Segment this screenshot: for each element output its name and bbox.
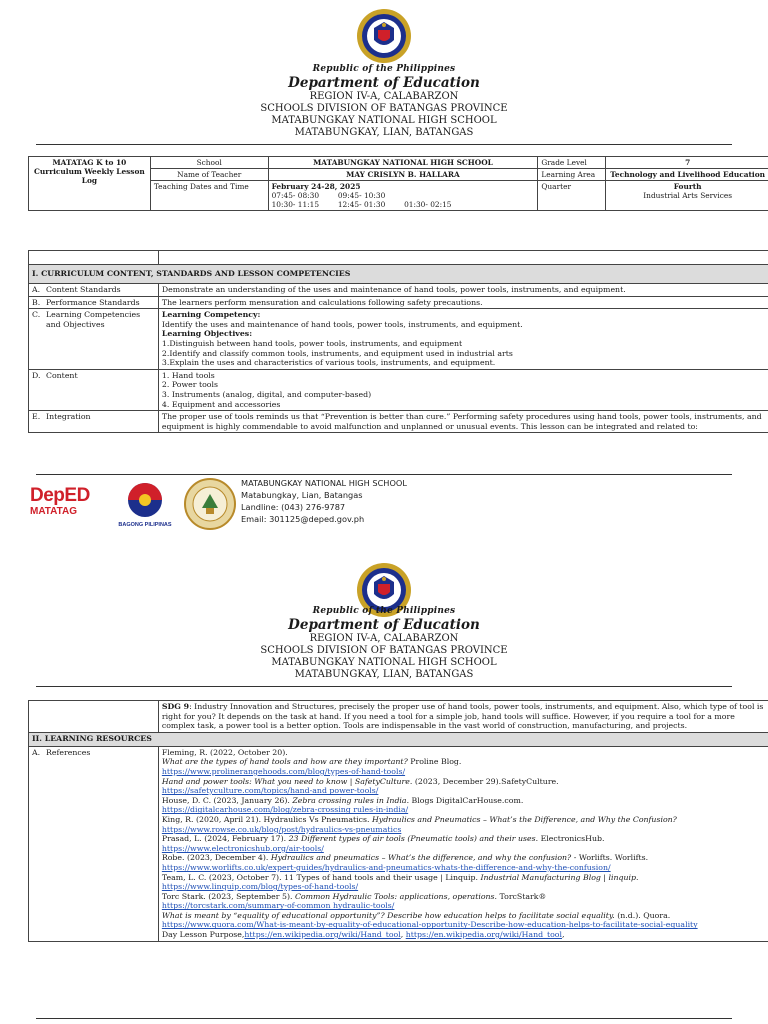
reference-link-line — [162, 805, 766, 815]
references-label: References — [46, 747, 91, 757]
address-line: MATABUNGKAY, LIAN, BATANGAS — [294, 127, 474, 138]
blank-row — [29, 251, 768, 265]
footer-contact — [241, 477, 407, 525]
quarter-value: Fourth — [673, 182, 702, 191]
footer-address: Matabungkay, Lian, Batangas — [241, 490, 363, 500]
objectives-heading: Learning Objectives: — [161, 329, 253, 339]
area-label: Learning Area — [538, 169, 606, 181]
log-title: MATATAG K to 10 Curriculum Weekly Lesson Log — [29, 157, 151, 211]
citation-title: Zebra crossing rules in India. — [292, 795, 410, 805]
department-title: Department of Education — [288, 75, 480, 91]
dates-cell — [268, 181, 538, 211]
school-label: School — [150, 157, 268, 169]
division-line: SCHOOLS DIVISION OF BATANGAS PROVINCE — [260, 645, 508, 656]
bagong-pilipinas-logo — [112, 482, 178, 528]
citation-text: Team, L. C. (2023, October 7). 11 Types of hand tools and their usage | Linquip. — [161, 872, 481, 882]
teacher-label: Name of Teacher — [150, 169, 268, 181]
b-key: B. — [32, 297, 41, 307]
header-divider — [36, 686, 732, 687]
line-end: , — [562, 930, 565, 940]
sdg-cell — [158, 701, 768, 733]
reference-link[interactable]: https://www.rowse.co.uk/blog/post/hydraulics-vs-pneumatics — [161, 824, 402, 834]
footer-divider — [36, 474, 732, 475]
resources-table — [28, 700, 768, 942]
deped-matatag-logo — [30, 486, 100, 526]
sdg-heading: SDG 9 — [161, 702, 190, 711]
citation-source: - Worlifts. Worlifts. — [571, 853, 649, 863]
citation-title: Hydraulics and pneumatics – What’s the difference, and why the confusion? — [270, 853, 572, 863]
school-line: MATABUNGKAY NATIONAL HIGH SCHOOL — [271, 657, 497, 668]
reference-citation — [162, 757, 766, 767]
republic-text: Republic of the Philippines — [312, 64, 456, 74]
address-line: MATABUNGKAY, LIAN, BATANGAS — [294, 669, 474, 680]
content-row — [29, 369, 768, 410]
day-purpose-text: Day Lesson Purpose, — [161, 930, 245, 940]
content-item: 3. Instruments (analog, digital, and computer-based) — [161, 389, 372, 399]
citation-text: King, R. (2020, April 21). Hydraulics Vs Pneumatics. — [161, 814, 372, 824]
letterhead — [0, 606, 768, 681]
content-item: 4. Equipment and accessories — [161, 399, 281, 409]
citation-source: ElectronicsHub. — [538, 834, 605, 844]
dates-value: February 24-28, 2025 — [271, 182, 361, 191]
page-two — [0, 560, 768, 1024]
reference-citation — [162, 834, 766, 844]
deped-seal-icon — [356, 8, 412, 64]
footer-school: MATABUNGKAY NATIONAL HIGH SCHOOL — [241, 478, 407, 488]
wiki-link[interactable]: https://en.wikipedia.org/wiki/Hand_tool — [244, 930, 401, 940]
reference-link-line — [162, 825, 766, 835]
region-line: REGION IV-A, CALABARZON — [309, 633, 459, 644]
footer-divider — [36, 1018, 732, 1019]
citation-title: What is meant by “equality of educational opportunity”? Describe how education helps to facilitate social equality. — [161, 910, 615, 920]
times-row-two: 10:30- 11:15 12:45- 01:30 01:30- 02:15 — [271, 200, 452, 209]
content-standards-row — [29, 284, 768, 297]
page-footer — [0, 474, 768, 560]
citation-title: What are the types of hand tools and how are they important? — [161, 757, 408, 767]
dates-label: Teaching Dates and Time — [150, 181, 268, 211]
citation-source: Blogs DigitalCarHouse.com. — [409, 795, 524, 805]
grade-label: Grade Level — [538, 157, 606, 169]
content-standards-text: Demonstrate an understanding of the uses and maintenance of hand tools, power tools, instruments, and equipment. — [158, 284, 768, 297]
deped-logo-text: DepED — [30, 485, 90, 506]
grade-value: 7 — [606, 157, 768, 169]
reference-link-line — [162, 863, 766, 873]
school-line: MATABUNGKAY NATIONAL HIGH SCHOOL — [271, 115, 497, 126]
e-key: E. — [32, 412, 41, 422]
content-item: 2. Power tools — [161, 380, 218, 390]
citation-title: Industrial Manufacturing Blog | linquip. — [480, 872, 639, 882]
section-one-title: I. CURRICULUM CONTENT, STANDARDS AND LESSON COMPETENCIES — [29, 265, 768, 284]
citation-text: Robe. (2023, December 4). — [161, 853, 271, 863]
competencies-row — [29, 309, 768, 370]
reference-citation — [162, 853, 766, 863]
school-value: MATABUNGKAY NATIONAL HIGH SCHOOL — [268, 157, 538, 169]
quarter-label: Quarter — [538, 181, 606, 211]
content-standards-label: Content Standards — [46, 285, 121, 294]
footer-landline: Landline: (043) 276-9787 — [241, 502, 346, 512]
citation-source: (2023, December 29).SafetyCulture. — [412, 776, 559, 786]
reference-list — [162, 748, 766, 930]
reference-link[interactable]: https://www.linquip.com/blog/types-of-hand-tools/ — [161, 882, 359, 892]
quarter-subtitle: Industrial Arts Services — [643, 191, 733, 200]
lesson-info-table — [28, 156, 768, 211]
header-divider — [36, 144, 732, 145]
competencies-cell — [158, 309, 768, 370]
reference-citation — [162, 748, 766, 758]
citation-title: Hand and power tools: What you need to know | SafetyCulture. — [161, 776, 413, 786]
performance-standards-text: The learners perform mensuration and calculations following safety precautions. — [158, 296, 768, 309]
references-cell — [158, 746, 768, 941]
reference-link-line — [162, 882, 766, 892]
section-one-row — [29, 265, 768, 284]
content-item: 1. Hand tools — [161, 370, 215, 380]
letterhead — [0, 64, 768, 139]
content-label: Content — [46, 370, 78, 380]
department-title: Department of Education — [288, 617, 480, 633]
section-two-title: II. LEARNING RESOURCES — [29, 732, 768, 746]
reference-link-line — [162, 844, 766, 854]
reference-link[interactable]: https://www.worlifts.co.uk/expert-guides/hydraulics-and-pneumatics-whats-the-difference-and-why-the-confusion/ — [161, 862, 611, 872]
bagong-pilipinas-text: BAGONG PILIPINAS — [118, 522, 172, 528]
reference-link-line — [162, 786, 766, 796]
competencies-label: Learning Competencies and Objectives — [46, 310, 141, 329]
times-row-one: 07:45- 08:30 09:45- 10:30 — [271, 191, 386, 200]
integration-row — [29, 411, 768, 433]
citation-title: 23 Different types of air tools (Pneumatic tools) and their uses. — [288, 834, 539, 844]
competency-heading: Learning Competency: — [161, 310, 261, 320]
citation-text: Prasad, L. (2024, February 17). — [161, 834, 289, 844]
teacher-value: MAY CRISLYN B. HALLARA — [268, 169, 538, 181]
republic-text: Republic of the Philippines — [312, 606, 456, 616]
region-line: REGION IV-A, CALABARZON — [309, 91, 459, 102]
wiki-link[interactable]: https://en.wikipedia.org/wiki/Hand_tool — [405, 930, 562, 940]
footer-email: Email: 301125@deped.gov.ph — [241, 514, 365, 524]
ref-key: A. — [32, 747, 41, 757]
citation-source: (n.d.). Quora. — [614, 910, 671, 920]
matatag-logo-text: MATATAG — [30, 506, 78, 517]
a-key: A. — [32, 285, 41, 294]
reference-citation — [162, 777, 766, 787]
reference-link-line — [162, 901, 766, 911]
reference-link[interactable]: https://torcstark.com/summary-of-common hydraulic-tools/ — [161, 901, 395, 911]
reference-link[interactable]: https://www.quora.com/What-is-meant-by-equality-of-educational-opportunity-Describe-how-education-helps-to-facilitate-social-equality — [161, 920, 698, 930]
citation-text: House, D. C. (2023, January 26). — [161, 795, 293, 805]
reference-link[interactable]: https://www.electronicshub.org/air-tools/ — [161, 843, 324, 853]
quarter-cell — [606, 181, 768, 211]
area-value: Technology and Livelihood Education — [606, 169, 768, 181]
school-seal-icon — [184, 478, 236, 530]
references-row — [29, 746, 768, 941]
bagong-pilipinas-emblem-icon — [112, 482, 178, 518]
citation-text: Fleming, R. (2022, October 20). — [161, 747, 288, 757]
link-separator: , — [400, 930, 406, 940]
reference-link-line — [162, 920, 766, 930]
d-key: D. — [32, 370, 41, 380]
section-two-row — [29, 732, 768, 746]
reference-link[interactable]: https://www.prolinerangehoods.com/blog/types-of-hand-tools/ — [161, 766, 406, 776]
division-line: SCHOOLS DIVISION OF BATANGAS PROVINCE — [260, 103, 508, 114]
reference-citation — [162, 796, 766, 806]
citation-title: Hydraulics and Pneumatics – What’s the Difference, and Why the Confusion? — [371, 814, 677, 824]
reference-link-line — [162, 767, 766, 777]
integration-text: The proper use of tools reminds us that “Prevention is better than cure.” Performing safety procedures using hand tools, power tools, instruments, and equipment is highly commendable to avoid malfunction and unplanned or unusual events. This lesson can be integrated and related to: — [158, 411, 768, 433]
objective-item: 2.Identify and classify common tools, instruments, and equipment used in industrial arts — [161, 348, 513, 358]
reference-citation — [162, 815, 766, 825]
reference-link[interactable]: https://safetyculture.com/topics/hand-and power-tools/ — [161, 786, 379, 796]
reference-citation — [162, 911, 766, 921]
citation-title: Common Hydraulic Tools: applications, operations. — [294, 891, 498, 901]
objective-item: 3.Explain the uses and characteristics of various tools, instruments, and equipment. — [161, 358, 496, 368]
day-purpose-line — [162, 930, 766, 940]
reference-citation — [162, 892, 766, 902]
reference-link[interactable]: https://digitalcarhouse.com/blog/zebra-crossing rules-in-india/ — [161, 805, 409, 815]
sdg-text: : Industry Innovation and Structures, precisely the proper use of hand tools, power tools, instruments, and equipment. Also, which type of tool is right for you? It depends on the task at hand. If you need a tool for a simple job, hand tools will suffice. However, if you require a tool for a more complex task, a power tool is a better option. Tools are indispensable in the vast world of construction, manufacturing, and projects. — [161, 702, 764, 731]
competencies-table — [28, 250, 768, 433]
performance-standards-label: Performance Standards — [46, 297, 140, 307]
sdg-row — [29, 701, 768, 733]
citation-text: Torc Stark. (2023, September 5). — [161, 891, 295, 901]
reference-citation — [162, 873, 766, 883]
competency-text: Identify the uses and maintenance of hand tools, power tools, instruments, and equipment. — [161, 319, 523, 329]
citation-source: TorcStark® — [497, 891, 547, 901]
integration-label: Integration — [46, 412, 91, 422]
c-key: C. — [32, 310, 41, 320]
content-cell — [158, 369, 768, 410]
citation-source: Proline Blog. — [407, 757, 462, 767]
objective-item: 1.Distinguish between hand tools, power tools, instruments, and equipment — [161, 338, 463, 348]
performance-standards-row — [29, 296, 768, 309]
